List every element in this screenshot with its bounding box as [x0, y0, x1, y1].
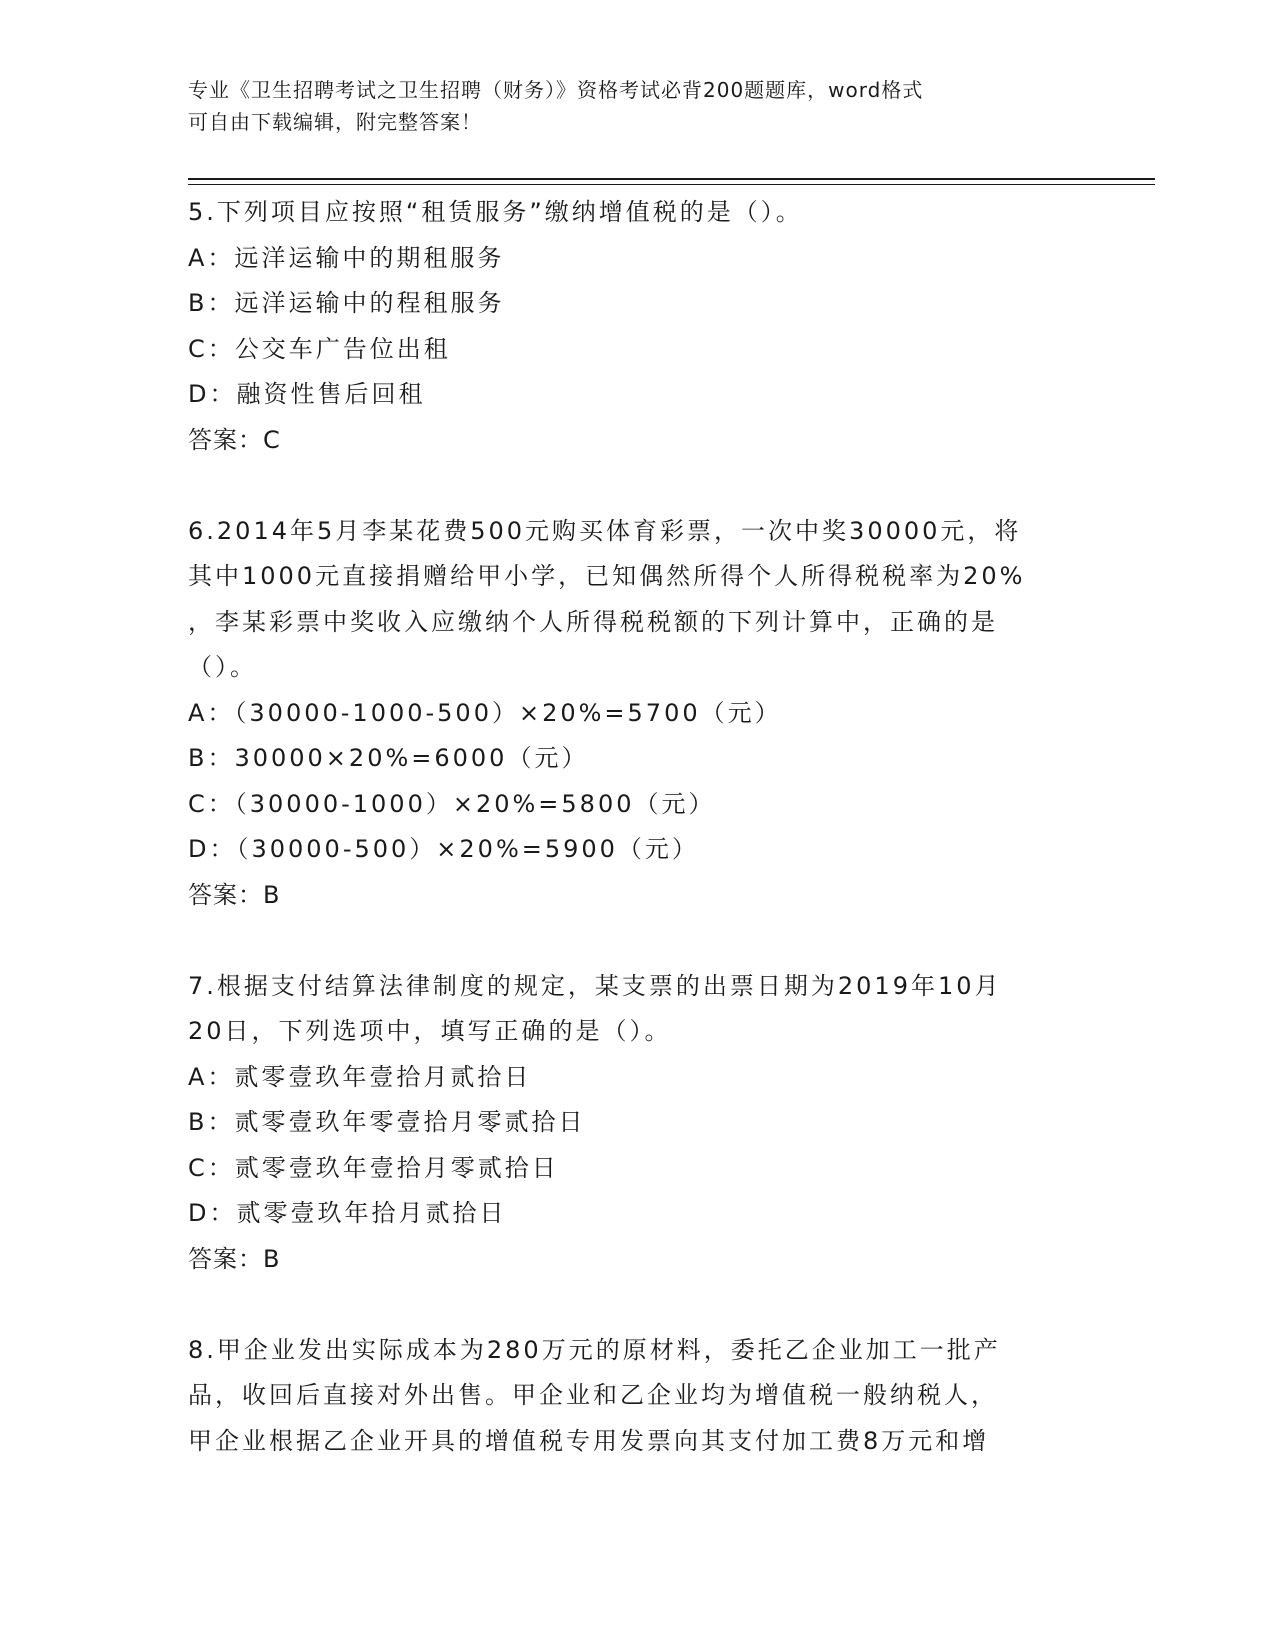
question-list — [188, 190, 1088, 1464]
question-5 — [188, 190, 1088, 463]
question-stem-line-2: 品，收回后直接对外出售。甲企业和乙企业均为增值税一般纳税人， — [188, 1381, 998, 1409]
question-stem-line-1: 6.2014年5月李某花费500元购买体育彩票，一次中奖30000元，将 — [188, 516, 1022, 545]
question-stem-line-2: 其中1000元直接捐赠给甲小学，已知偶然所得个人所得税税率为20% — [188, 562, 1026, 590]
option-d: D：（30000-500）×20%=5900（元） — [188, 835, 699, 863]
question-stem: 5.下列项目应按照“租赁服务”缴纳增值税的是（）。 — [188, 198, 803, 226]
question-7 — [188, 964, 1088, 1283]
question-8 — [188, 1328, 1088, 1465]
answer: 答案：B — [188, 880, 281, 909]
question-gap — [188, 918, 1088, 964]
option-b: B：远洋运输中的程租服务 — [188, 289, 505, 317]
option-b: B：贰零壹玖年零壹拾月零贰拾日 — [188, 1108, 586, 1136]
question-stem-line-2: 20日，下列选项中，填写正确的是（）。 — [188, 1017, 672, 1045]
header-line-1: 专业《卫生招聘考试之卫生招聘（财务）》资格考试必背200题题库，word格式 — [188, 78, 924, 102]
question-stem-line-3: ，李某彩票中奖收入应缴纳个人所得税税额的下列计算中，正确的是 — [188, 607, 998, 636]
header-divider-thin — [188, 184, 1155, 185]
question-stem-line-1: 8.甲企业发出实际成本为280万元的原材料，委托乙企业加工一批产 — [188, 1335, 1001, 1364]
option-d: D：贰零壹玖年拾月贰拾日 — [188, 1199, 507, 1227]
question-stem-line-1: 7.根据支付结算法律制度的规定，某支票的出票日期为2019年10月 — [188, 971, 1002, 1000]
option-a: A：（30000-1000-500）×20%=5700（元） — [188, 698, 782, 727]
header-divider-thick — [188, 178, 1155, 180]
answer: 答案：B — [188, 1244, 281, 1273]
question-6 — [188, 509, 1088, 919]
answer: 答案：C — [188, 425, 281, 454]
option-b: B：30000×20%=6000（元） — [188, 744, 589, 772]
header-line-2: 可自由下载编辑，附完整答案！ — [188, 110, 482, 134]
option-c: C：贰零壹玖年壹拾月零贰拾日 — [188, 1153, 559, 1182]
option-d: D：融资性售后回租 — [188, 380, 426, 408]
question-gap — [188, 463, 1088, 509]
question-stem-line-3: 甲企业根据乙企业开具的增值税专用发票向其支付加工费8万元和增 — [188, 1426, 990, 1455]
option-a: A：贰零壹玖年壹拾月贰拾日 — [188, 1062, 532, 1091]
question-stem-line-4: （）。 — [188, 653, 257, 681]
option-c: C：公交车广告位出租 — [188, 334, 451, 363]
document-header — [188, 74, 1068, 138]
question-gap — [188, 1282, 1088, 1328]
option-c: C：（30000-1000）×20%=5800（元） — [188, 789, 716, 818]
option-a: A：远洋运输中的期租服务 — [188, 243, 505, 272]
